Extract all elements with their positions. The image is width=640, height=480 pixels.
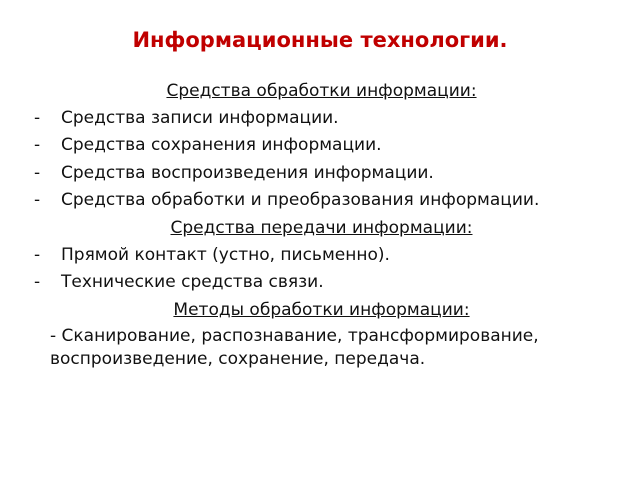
list-item bbox=[34, 162, 609, 185]
slide-title: Информационные технологии. bbox=[132, 28, 508, 52]
section-heading-processing-tools: Средства обработки информации: bbox=[166, 81, 477, 101]
list-item bbox=[34, 134, 609, 157]
list-item bbox=[34, 189, 609, 212]
list-item-text: Средства сохранения информации. bbox=[61, 135, 382, 156]
dash-bullet-icon: - bbox=[34, 107, 41, 128]
list-item-text: Средства воспроизведения информации. bbox=[61, 162, 434, 183]
section-heading-processing-methods: Методы обработки информации: bbox=[173, 299, 470, 320]
list-item-text: Средства записи информации. bbox=[61, 107, 339, 128]
dash-bullet-icon: - bbox=[34, 244, 41, 265]
dash-bullet-icon: - bbox=[34, 272, 41, 293]
processing-tools-list bbox=[34, 107, 609, 212]
list-item-text: Прямой контакт (устно, письменно). bbox=[61, 244, 390, 265]
dash-bullet-icon: - bbox=[34, 162, 41, 183]
list-item-text: Средства обработки и преобразования информации. bbox=[61, 190, 540, 211]
dash-bullet-icon: - bbox=[34, 135, 41, 156]
list-item bbox=[34, 244, 609, 267]
list-item-text: Технические средства связи. bbox=[61, 272, 324, 293]
transmission-tools-list bbox=[34, 244, 609, 294]
section-heading-transmission-tools: Средства передачи информации: bbox=[170, 218, 473, 239]
list-item bbox=[34, 271, 609, 294]
list-item bbox=[34, 107, 609, 130]
processing-methods-paragraph: - Сканирование, распознавание, трансформирование, воспроизведение, сохранение, передача. bbox=[50, 326, 539, 370]
dash-bullet-icon: - bbox=[34, 190, 41, 211]
slide-content bbox=[34, 80, 609, 371]
